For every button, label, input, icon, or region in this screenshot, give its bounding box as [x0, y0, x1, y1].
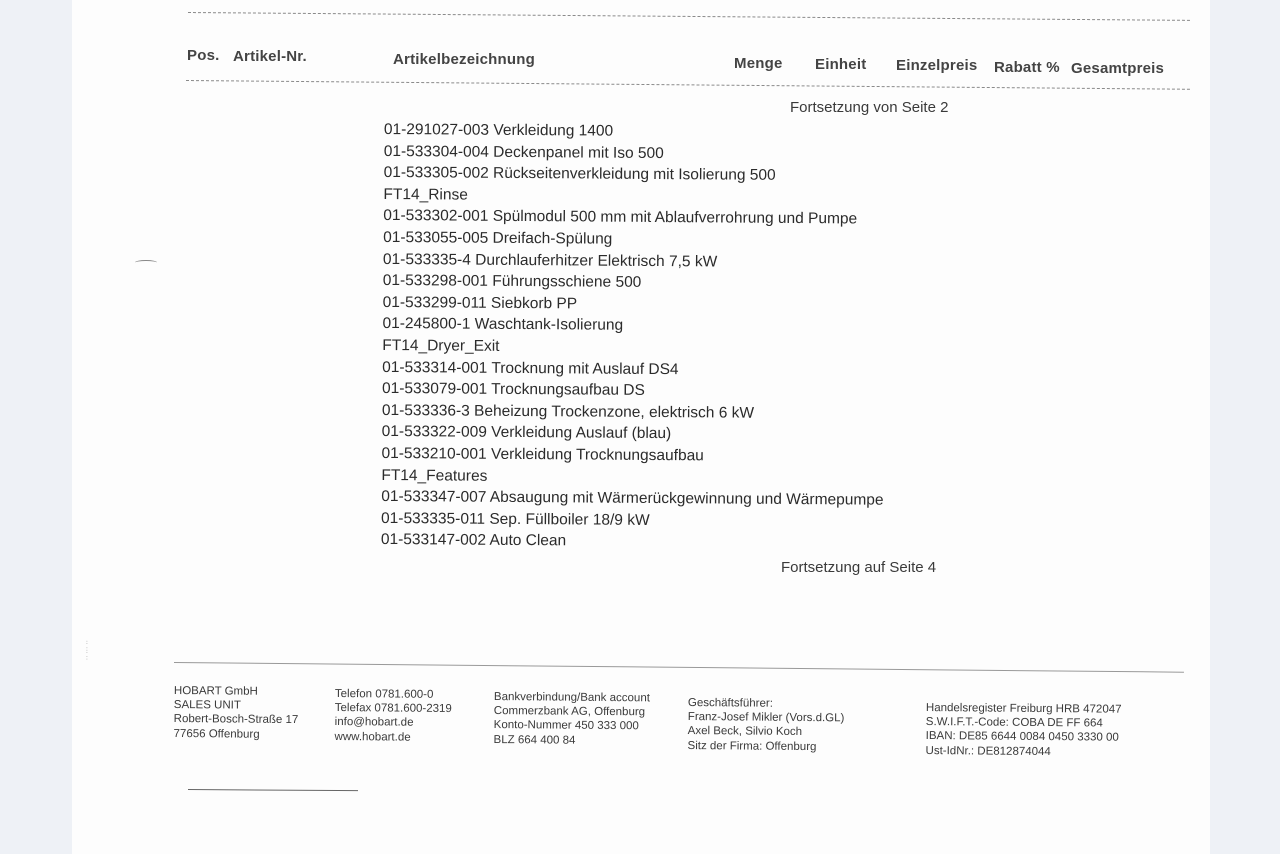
list-item: 01-533347-007 Absaugung mit Wärmerückgewinnung und Wärmepumpe	[381, 488, 884, 509]
footer-bank-line: Bankverbindung/Bank account	[493, 690, 650, 705]
list-item: FT14_Dryer_Exit	[382, 336, 500, 355]
footer-company-line: Robert-Bosch-Straße 17	[173, 713, 299, 727]
list-item: 01-533299-011 Siebkorb PP	[382, 293, 578, 313]
top-divider	[188, 12, 1190, 21]
footer-register-line: Handelsregister Freiburg HRB 472047	[925, 701, 1122, 716]
header-divider	[186, 80, 1190, 90]
footer-contact-line: info@hobart.de	[334, 716, 414, 730]
list-item: 01-533147-002 Auto Clean	[380, 531, 567, 550]
list-item: 01-533055-005 Dreifach-Spülung	[383, 228, 613, 248]
header-rabatt: Rabatt %	[994, 59, 1060, 76]
list-item: 01-533335-011 Sep. Füllboiler 18/9 kW	[381, 509, 650, 529]
list-item: 01-291027-003 Verkleidung 1400	[383, 120, 614, 140]
continuation-to: Fortsetzung auf Seite 4	[781, 559, 937, 576]
footer-register	[926, 701, 1122, 759]
header-gesamtpreis: Gesamtpreis	[1071, 60, 1165, 77]
footer-contact-line: Telefon 0781.600-0	[334, 687, 434, 701]
side-margin-code: ·· ··· ··	[83, 640, 90, 661]
footer-bank	[494, 690, 650, 748]
footer-management-line: Geschäftsführer:	[687, 696, 774, 710]
list-item: FT14_Rinse	[383, 185, 468, 204]
footer-management-line: Axel Beck, Silvio Koch	[687, 725, 803, 739]
footer-contact	[335, 687, 453, 745]
footer-company-line: HOBART GmbH	[173, 684, 258, 698]
footer-company-line: SALES UNIT	[173, 699, 241, 712]
list-item: 01-533336-3 Beheizung Trockenzone, elektrisch 6 kW	[381, 401, 755, 422]
header-artikel-nr: Artikel-Nr.	[233, 48, 307, 65]
footer-management	[688, 696, 845, 754]
footer-contact-line: Telefax 0781.600-2319	[334, 702, 452, 716]
footer-register-line: S.W.I.F.T.-Code: COBA DE FF 664	[925, 716, 1103, 730]
bottom-scan-mark	[188, 789, 358, 791]
footer-company-line: 77656 Offenburg	[173, 727, 260, 741]
footer-management-line: Sitz der Firma: Offenburg	[687, 739, 817, 753]
footer-divider	[174, 662, 1184, 673]
header-artikelbezeichnung: Artikelbezeichnung	[393, 51, 535, 68]
list-item: 01-245800-1 Waschtank-Isolierung	[382, 315, 624, 335]
continuation-from: Fortsetzung von Seite 2	[790, 99, 949, 116]
list-item: 01-533302-001 Spülmodul 500 mm mit Ablaufverrohrung und Pumpe	[383, 207, 858, 228]
footer-register-line: Ust-IdNr.: DE812874044	[925, 744, 1051, 758]
list-item: 01-533322-009 Verkleidung Auslauf (blau)	[381, 423, 672, 443]
footer-bank-line: BLZ 664 400 84	[493, 733, 576, 747]
footer-contact-line: www.hobart.de	[334, 730, 411, 744]
list-item: 01-533298-001 Führungsschiene 500	[382, 272, 642, 292]
document-page	[72, 0, 1210, 854]
header-pos: Pos.	[187, 47, 220, 64]
list-item: 01-533314-001 Trocknung mit Auslauf DS4	[382, 358, 679, 378]
list-item: 01-533079-001 Trocknungsaufbau DS	[381, 380, 645, 400]
list-item: 01-533210-001 Verkleidung Trocknungsaufbau	[381, 444, 704, 465]
list-item: FT14_Features	[381, 466, 488, 485]
footer-company	[174, 684, 299, 742]
item-list	[381, 119, 1024, 556]
list-item: 01-533335-4 Durchlauferhitzer Elektrisch 7,5 kW	[382, 250, 718, 271]
footer-register-line: IBAN: DE85 6644 0084 0450 3330 00	[925, 730, 1119, 745]
list-item: 01-533305-002 Rückseitenverkleidung mit Isolierung 500	[383, 164, 776, 185]
footer-bank-line: Konto-Nummer 450 333 000	[493, 719, 639, 733]
header-einheit: Einheit	[815, 56, 867, 73]
header-menge: Menge	[734, 55, 783, 72]
header-einzelpreis: Einzelpreis	[896, 57, 978, 74]
footer-bank-line: Commerzbank AG, Offenburg	[493, 705, 646, 719]
punch-hole-mark	[135, 260, 157, 265]
footer-management-line: Franz-Josef Mikler (Vors.d.GL)	[687, 711, 845, 725]
list-item: 01-533304-004 Deckenpanel mit Iso 500	[383, 142, 664, 162]
